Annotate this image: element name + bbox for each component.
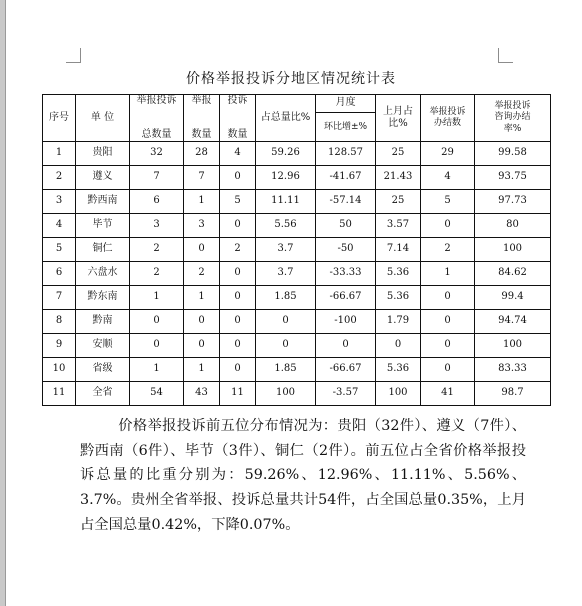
cell-share: 1.85 bbox=[256, 286, 316, 310]
cell-mom: -66.67 bbox=[316, 358, 376, 382]
cell-last-month: 100 bbox=[376, 382, 421, 406]
header-rate-line3: 率% bbox=[503, 123, 522, 134]
table-row bbox=[43, 262, 551, 286]
header-complaints bbox=[220, 95, 256, 142]
cell-total: 2 bbox=[130, 238, 184, 262]
cell-unit: 遵义 bbox=[76, 166, 130, 190]
cell-complaints: 0 bbox=[220, 166, 256, 190]
summary-paragraph bbox=[80, 414, 526, 538]
cell-mom: -33.33 bbox=[316, 262, 376, 286]
header-total-line1: 举报投诉 bbox=[136, 95, 177, 106]
header-share: 占总量比% bbox=[256, 95, 316, 142]
header-last-month-line2: 比% bbox=[388, 118, 408, 129]
cell-rate: 93.75 bbox=[475, 166, 551, 190]
cell-share: 59.26 bbox=[256, 142, 316, 166]
cell-seq: 2 bbox=[43, 166, 76, 190]
cell-share: 100 bbox=[256, 382, 316, 406]
cell-seq: 8 bbox=[43, 310, 76, 334]
cell-unit: 全省 bbox=[76, 382, 130, 406]
cell-last-month: 25 bbox=[376, 190, 421, 214]
table-row bbox=[43, 214, 551, 238]
table-row bbox=[43, 142, 551, 166]
cell-mom: 50 bbox=[316, 214, 376, 238]
cell-mom: -50 bbox=[316, 238, 376, 262]
cell-unit: 黔南 bbox=[76, 310, 130, 334]
cell-total: 2 bbox=[130, 262, 184, 286]
cell-unit: 铜仁 bbox=[76, 238, 130, 262]
cell-reports: 28 bbox=[184, 142, 220, 166]
cell-complaints: 0 bbox=[220, 358, 256, 382]
header-unit: 单 位 bbox=[76, 95, 130, 142]
table-title: 价格举报投诉分地区情况统计表 bbox=[186, 71, 396, 87]
cell-seq: 7 bbox=[43, 286, 76, 310]
header-handled-line2: 办结数 bbox=[433, 118, 461, 128]
header-rate bbox=[475, 95, 551, 142]
cell-handled: 0 bbox=[421, 310, 475, 334]
cell-rate: 99.58 bbox=[475, 142, 551, 166]
cell-reports: 0 bbox=[184, 310, 220, 334]
table-row bbox=[43, 190, 551, 214]
cell-complaints: 2 bbox=[220, 238, 256, 262]
header-complaints-line2: 数量 bbox=[227, 128, 248, 140]
cell-last-month: 25 bbox=[376, 142, 421, 166]
cell-seq: 1 bbox=[43, 142, 76, 166]
cell-seq: 5 bbox=[43, 238, 76, 262]
cell-rate: 84.62 bbox=[475, 262, 551, 286]
cell-total: 1 bbox=[130, 358, 184, 382]
cell-share: 3.7 bbox=[256, 238, 316, 262]
cell-last-month: 7.14 bbox=[376, 238, 421, 262]
cell-rate: 98.7 bbox=[475, 382, 551, 406]
cell-last-month: 21.43 bbox=[376, 166, 421, 190]
cell-complaints: 0 bbox=[220, 286, 256, 310]
cell-reports: 1 bbox=[184, 286, 220, 310]
cell-handled: 0 bbox=[421, 358, 475, 382]
table-row bbox=[43, 382, 551, 406]
cell-handled: 5 bbox=[421, 190, 475, 214]
cell-rate: 99.4 bbox=[475, 286, 551, 310]
table-body bbox=[43, 142, 551, 406]
cell-share: 3.7 bbox=[256, 262, 316, 286]
cell-mom: -57.14 bbox=[316, 190, 376, 214]
summary-text: 价格举报投诉前五位分布情况为：贵阳（32件）、遵义（7件）、黔西南（6件）、毕节（3件）、铜仁（2件）。前五位占全省价格举报投诉总量的比重分别为：59.26%、12.96%、11.11%、5.56%、3.7%。贵州全省举报、投诉总量共计54件，占全国总量0.35%，上月占全国总量0.42%，下降0.07%。 bbox=[80, 418, 526, 533]
cell-handled: 2 bbox=[421, 238, 475, 262]
margin-corner-mark bbox=[66, 48, 81, 63]
cell-reports: 3 bbox=[184, 214, 220, 238]
cell-mom: 128.57 bbox=[316, 142, 376, 166]
table-header-row bbox=[43, 95, 551, 113]
cell-mom: 0 bbox=[316, 334, 376, 358]
cell-total: 6 bbox=[130, 190, 184, 214]
cell-handled: 0 bbox=[421, 286, 475, 310]
cell-seq: 10 bbox=[43, 358, 76, 382]
cell-complaints: 0 bbox=[220, 214, 256, 238]
cell-mom: -41.67 bbox=[316, 166, 376, 190]
cell-total: 54 bbox=[130, 382, 184, 406]
cell-handled: 1 bbox=[421, 262, 475, 286]
cell-total: 0 bbox=[130, 310, 184, 334]
cell-total: 3 bbox=[130, 214, 184, 238]
header-reports-line2: 数量 bbox=[191, 128, 212, 140]
cell-reports: 1 bbox=[184, 358, 220, 382]
cell-reports: 1 bbox=[184, 190, 220, 214]
cell-reports: 43 bbox=[184, 382, 220, 406]
cell-handled: 41 bbox=[421, 382, 475, 406]
cell-total: 32 bbox=[130, 142, 184, 166]
cell-seq: 11 bbox=[43, 382, 76, 406]
header-total bbox=[130, 95, 184, 142]
cell-mom: -100 bbox=[316, 310, 376, 334]
cell-rate: 83.33 bbox=[475, 358, 551, 382]
header-handled-line1: 举报投诉 bbox=[429, 106, 466, 117]
cell-seq: 3 bbox=[43, 190, 76, 214]
header-mom: 环比增±% bbox=[316, 113, 376, 142]
cell-unit: 六盘水 bbox=[76, 262, 130, 286]
cell-complaints: 11 bbox=[220, 382, 256, 406]
cell-total: 0 bbox=[130, 334, 184, 358]
cell-unit: 省级 bbox=[76, 358, 130, 382]
cell-handled: 0 bbox=[421, 334, 475, 358]
page-edge bbox=[0, 0, 6, 606]
cell-rate: 94.74 bbox=[475, 310, 551, 334]
header-last-month bbox=[376, 95, 421, 142]
header-month: 月度 bbox=[316, 95, 376, 113]
cell-last-month: 5.36 bbox=[376, 262, 421, 286]
cell-share: 11.11 bbox=[256, 190, 316, 214]
cell-mom: -3.57 bbox=[316, 382, 376, 406]
cell-seq: 6 bbox=[43, 262, 76, 286]
cell-unit: 安顺 bbox=[76, 334, 130, 358]
header-last-month-line1: 上月占 bbox=[383, 105, 413, 117]
cell-handled: 4 bbox=[421, 166, 475, 190]
cell-total: 7 bbox=[130, 166, 184, 190]
cell-last-month: 0 bbox=[376, 334, 421, 358]
cell-rate: 80 bbox=[475, 214, 551, 238]
header-rate-line1: 举报投诉 bbox=[494, 101, 531, 112]
table-row bbox=[43, 334, 551, 358]
table-row bbox=[43, 166, 551, 190]
table-row bbox=[43, 286, 551, 310]
cell-total: 1 bbox=[130, 286, 184, 310]
header-seq: 序号 bbox=[43, 95, 76, 142]
table-row bbox=[43, 238, 551, 262]
header-complaints-line1: 投诉 bbox=[227, 95, 248, 106]
header-total-line2: 总数量 bbox=[141, 128, 172, 140]
cell-complaints: 4 bbox=[220, 142, 256, 166]
header-reports bbox=[184, 95, 220, 142]
cell-unit: 毕节 bbox=[76, 214, 130, 238]
cell-complaints: 0 bbox=[220, 310, 256, 334]
header-handled bbox=[421, 95, 475, 142]
cell-reports: 0 bbox=[184, 334, 220, 358]
cell-handled: 29 bbox=[421, 142, 475, 166]
cell-unit: 贵阳 bbox=[76, 142, 130, 166]
cell-handled: 0 bbox=[421, 214, 475, 238]
cell-reports: 0 bbox=[184, 238, 220, 262]
cell-reports: 7 bbox=[184, 166, 220, 190]
cell-last-month: 3.57 bbox=[376, 214, 421, 238]
cell-share: 0 bbox=[256, 334, 316, 358]
cell-complaints: 5 bbox=[220, 190, 256, 214]
cell-share: 12.96 bbox=[256, 166, 316, 190]
header-reports-line1: 举报 bbox=[191, 95, 212, 106]
cell-complaints: 0 bbox=[220, 334, 256, 358]
cell-unit: 黔东南 bbox=[76, 286, 130, 310]
statistics-table bbox=[42, 94, 551, 406]
header-rate-line2: 咨询办结 bbox=[494, 112, 531, 123]
cell-complaints: 0 bbox=[220, 262, 256, 286]
cell-last-month: 5.36 bbox=[376, 286, 421, 310]
cell-share: 0 bbox=[256, 310, 316, 334]
cell-rate: 100 bbox=[475, 334, 551, 358]
cell-share: 5.56 bbox=[256, 214, 316, 238]
table-row bbox=[43, 310, 551, 334]
cell-rate: 100 bbox=[475, 238, 551, 262]
cell-last-month: 5.36 bbox=[376, 358, 421, 382]
margin-corner-mark bbox=[498, 48, 513, 63]
cell-seq: 4 bbox=[43, 214, 76, 238]
cell-reports: 2 bbox=[184, 262, 220, 286]
cell-last-month: 1.79 bbox=[376, 310, 421, 334]
cell-share: 1.85 bbox=[256, 358, 316, 382]
cell-seq: 9 bbox=[43, 334, 76, 358]
cell-rate: 97.73 bbox=[475, 190, 551, 214]
cell-unit: 黔西南 bbox=[76, 190, 130, 214]
table-row bbox=[43, 358, 551, 382]
cell-mom: -66.67 bbox=[316, 286, 376, 310]
